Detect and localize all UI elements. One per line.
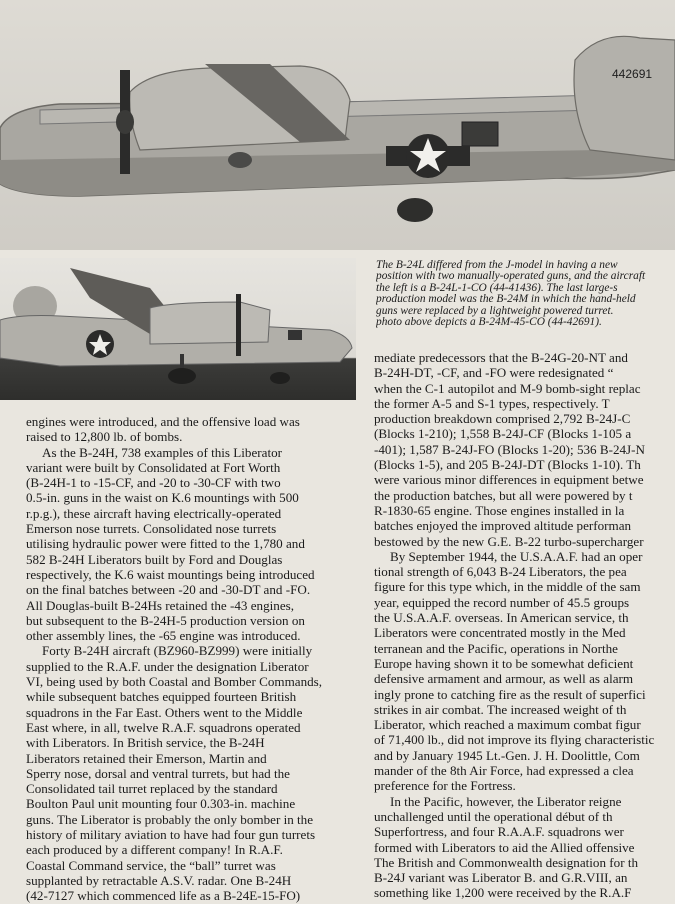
text-line: 0.5-in. guns in the waist on K.6 mountings with 500 [26,490,299,506]
text-line: production breakdown comprised 2,792 B-24J-C [374,411,631,427]
text-line: (B-24H-1 to -15-CF, and -20 to -30-CF with two [26,475,281,491]
text-line: Emerson nose turrets. Consolidated nose turrets [26,521,277,537]
text-line: (42-7127 which commenced life as a B-24E-15-FO) [26,888,301,904]
text-line: mander of the 8th Air Force, had expressed a clea [374,763,634,779]
caption-line: guns were replaced by a lightweight powered turret. [376,305,614,317]
text-line: Sperry nose, dorsal and ventral turrets, but had the [26,765,290,781]
text-line: defensive armament and armour, as well as alarm [374,671,634,687]
paragraph [374,794,675,901]
text-line: on the final batches between -20 and -30-DT and -FO. [26,582,311,598]
top-aircraft-photo [0,0,675,250]
caption-line: photo above depicts a B-24M-45-CO (44-42691). [376,317,602,329]
text-line: bestowed by the new G.E. B-22 turbo-supercharger [374,533,644,549]
text-line: respectively, the K.6 waist mountings being introduced [26,566,315,582]
text-line: All Douglas-built B-24Hs retained the -43 engines, [26,597,295,613]
paragraph [26,445,356,644]
text-line: strikes in air combat. The increased weight of th [374,701,627,717]
caption-line: production model was the B-24M in which the hand-held [376,294,636,306]
text-line: The British and Commonwealth designation for th [374,854,639,870]
text-line: were various minor differences in equipment betwe [374,472,644,488]
text-line: preference for the Fortress. [374,778,516,794]
text-line: Superfortress, and four R.A.A.F. squadrons wer [374,824,624,840]
text-line: Liberators retained their Emerson, Martin and [26,750,267,766]
paragraph [374,350,675,549]
photo-caption [376,260,675,328]
paragraph [26,643,356,903]
text-line: East where, in all, twelve R.A.F. squadrons operated [26,719,301,735]
text-line: As the B-24H, 738 examples of this Liberator [42,444,283,460]
text-line: ingly prone to catching fire as the result of superfici [374,686,646,702]
text-line: guns. The Liberator is probably the only bomber in the [26,811,314,827]
text-line: 582 B-24H Liberators built by Ford and Douglas [26,551,283,567]
text-line: while subsequent batches equipped fourteen British [26,689,297,705]
text-line: Forty B-24H aircraft (BZ960-BZ999) were initially [42,643,313,659]
text-line: (Blocks 1-5), and 205 B-24J-DT (Blocks 1-10). Th [374,457,641,473]
paragraph [374,549,675,794]
text-line: unchallenged until the operational début of th [374,808,613,824]
text-line: when the C-1 autopilot and M-9 bomb-sight replac [374,380,641,396]
caption-line: The B-24L differed from the J-model in having a new [376,260,618,271]
tail-serial-number: 442691 [612,67,653,81]
text-line: with Liberators. In British service, the B-24H [26,735,265,751]
text-line: (Blocks 1-210); 1,558 B-24J-CF (Blocks 1-105 a [374,426,632,442]
left-text-column [26,414,356,904]
text-line: the former A-5 and S-1 types, respectively. T [374,395,610,411]
text-line: VI, being used by both Coastal and Bomber Commands, [26,674,323,690]
b24l-illustration [0,258,356,400]
paragraph [26,414,356,445]
text-line: By September 1944, the U.S.A.A.F. had an oper [390,548,643,564]
text-line: of 71,400 lb., did not improve its flying characteristic [374,732,655,748]
text-line: -401); 1,587 B-24J-FO (Blocks 1-20); 536 B-24J-N [374,441,645,457]
text-line: the production batches, but all were powered by t [374,487,633,503]
text-line: batches enjoyed the improved altitude performan [374,518,632,534]
text-line: Liberators were concentrated mostly in the Med [374,625,626,641]
text-line: each produced by a different company! In R.A.F. [26,842,283,858]
text-line: B-24H-DT, -CF, and -FO were redesignated “ [374,365,614,381]
text-line: Coastal Command service, the “ball” turret was [26,857,276,873]
text-line: other assembly lines, the -65 engine was introduced. [26,628,301,644]
text-line: Liberator, which reached a maximum combat figur [374,717,641,733]
text-line: engines were introduced, and the offensive load was [26,414,300,429]
text-line: variant were built by Consolidated at Fort Worth [26,459,281,475]
text-line: B-24J variant was Liberator B. and G.R.VIII, an [374,870,628,886]
text-line: terranean and the Pacific, operations in Northe [374,640,618,656]
text-line: formed with Liberators to aid the Allied offensive [374,839,635,855]
text-line: r.p.g.), these aircraft having electrically-operated [26,505,282,521]
text-line: figure for this type which, in the middle of the sam [374,579,641,595]
text-line: something like 1,200 were received by the R.A.F [374,885,632,901]
text-line: Europe having shown it to be somewhat deficient [374,655,634,671]
text-line: history of military aviation to have had four gun turrets [26,827,316,843]
text-line: year, equipped the record number of 45.5 groups [374,594,630,610]
text-line: raised to 12,800 lb. of bombs. [26,429,183,445]
text-line: and by January 1945 Lt.-Gen. J. H. Doolittle, Com [374,747,640,763]
caption-line: position with two manually-operated guns, and the aircraft [376,271,646,283]
text-line: squadrons in the Far East. Others went to the Middle [26,704,303,720]
text-line: mediate predecessors that the B-24G-20-NT and [374,350,628,365]
text-line: supplanted by retractable A.S.V. radar. One B-24H [26,872,292,888]
text-line: R-1830-65 engine. Those engines installed in la [374,502,625,518]
text-line: Consolidated tail turret replaced by the standard [26,781,278,797]
right-text-column [374,350,675,901]
text-line: utilising hydraulic power were fitted to the 1,780 and [26,536,305,552]
text-line: tional strength of 6,043 B-24 Liberators, the pea [374,564,627,580]
text-line: the U.S.A.A.F. overseas. In American service, th [374,610,629,626]
bottom-aircraft-photo [0,258,356,400]
text-line: In the Pacific, however, the Liberator reigne [390,793,622,809]
text-line: but subsequent to the B-24H-5 production version on [26,612,305,628]
text-line: supplied to the R.A.F. under the designation Liberator [26,658,309,674]
caption-line: the left is a B-24L-1-CO (44-41436). The last large-s [376,282,618,294]
b24m-illustration [0,0,675,250]
text-line: Boulton Paul unit mounting four 0.303-in. machine [26,796,296,812]
